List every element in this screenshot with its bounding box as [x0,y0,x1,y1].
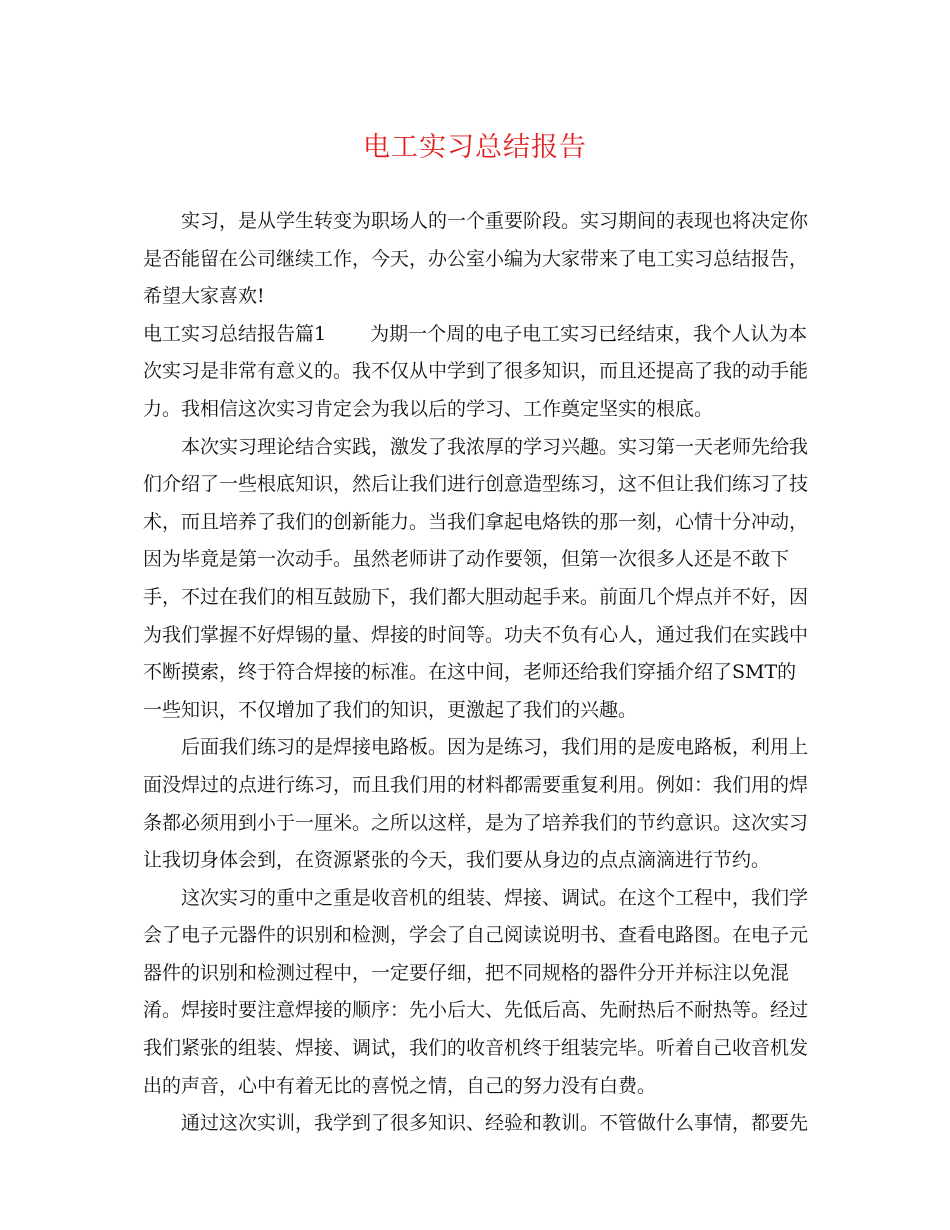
body-paragraph: 本次实习理论结合实践，激发了我浓厚的学习兴趣。实习第一天老师先给我们介绍了一些根底知识，然后让我们进行创意造型练习，这不但让我们练习了技术，而且培养了我们的创新能力。当我们拿起电烙铁的那一刻，心情十分冲动，因为毕竟是第一次动手。虽然老师讲了动作要领，但第一次很多人还是不敢下手，不过在我们的相互鼓励下，我们都大胆动起手来。前面几个焊点并不好，因为我们掌握不好焊锡的量、焊接的时间等。功夫不负有心人，通过我们在实践中不断摸索，终于符合焊接的标准。在这中间，老师还给我们穿插介绍了SMT的一些知识，不仅增加了我们的知识，更激起了我们的兴趣。 [143,435,809,721]
body-paragraph: 后面我们练习的是焊接电路板。因为是练习，我们用的是废电路板，利用上面没焊过的点进行练习，而且我们用的材料都需要重复利用。例如：我们用的焊条都必须用到小于一厘米。之所以这样，是为了培养我们的节约意识。这次实习让我切身体会到，在资源紧张的今天，我们要从身边的点点滴滴进行节约。 [143,736,809,872]
document-body [143,203,811,1143]
document-title: 电工实习总结报告 [363,132,587,163]
body-paragraph: 这次实习的重中之重是收音机的组装、焊接、调试。在这个工程中，我们学会了电子元器件的识别和检测，学会了自己阅读说明书、查看电路图。在电子元器件的识别和检测过程中，一定要仔细，把不同规格的器件分开并标注以免混淆。焊接时要注意焊接的顺序：先小后大、先低后高、先耐热后不耐热等。经过我们紧张的组装、焊接、调试，我们的收音机终于组装完毕。听着自己收音机发出的声音，心中有着无比的喜悦之情，自己的努力没有白费。 [143,886,809,1097]
section-heading: 电工实习总结报告篇1 [143,322,327,345]
intro-paragraph: 实习，是从学生转变为职场人的一个重要阶段。实习期间的表现也将决定你是否能留在公司继续工作，今天，办公室小编为大家带来了电工实习总结报告，希望大家喜欢! [143,210,809,308]
section-lead: 为期一个周的电子电工实习已经结束，我个人认为本次实习是非常有意义的。我不仅从中学到了很多知识，而且还提高了我的动手能力。我相信这次实习肯定会为我以后的学习、工作奠定坚实的根底。 [143,322,809,420]
body-paragraph: 通过这次实训，我学到了很多知识、经验和教训。不管做什么事情，都要先 [181,1112,809,1135]
section-paragraph [143,316,811,429]
